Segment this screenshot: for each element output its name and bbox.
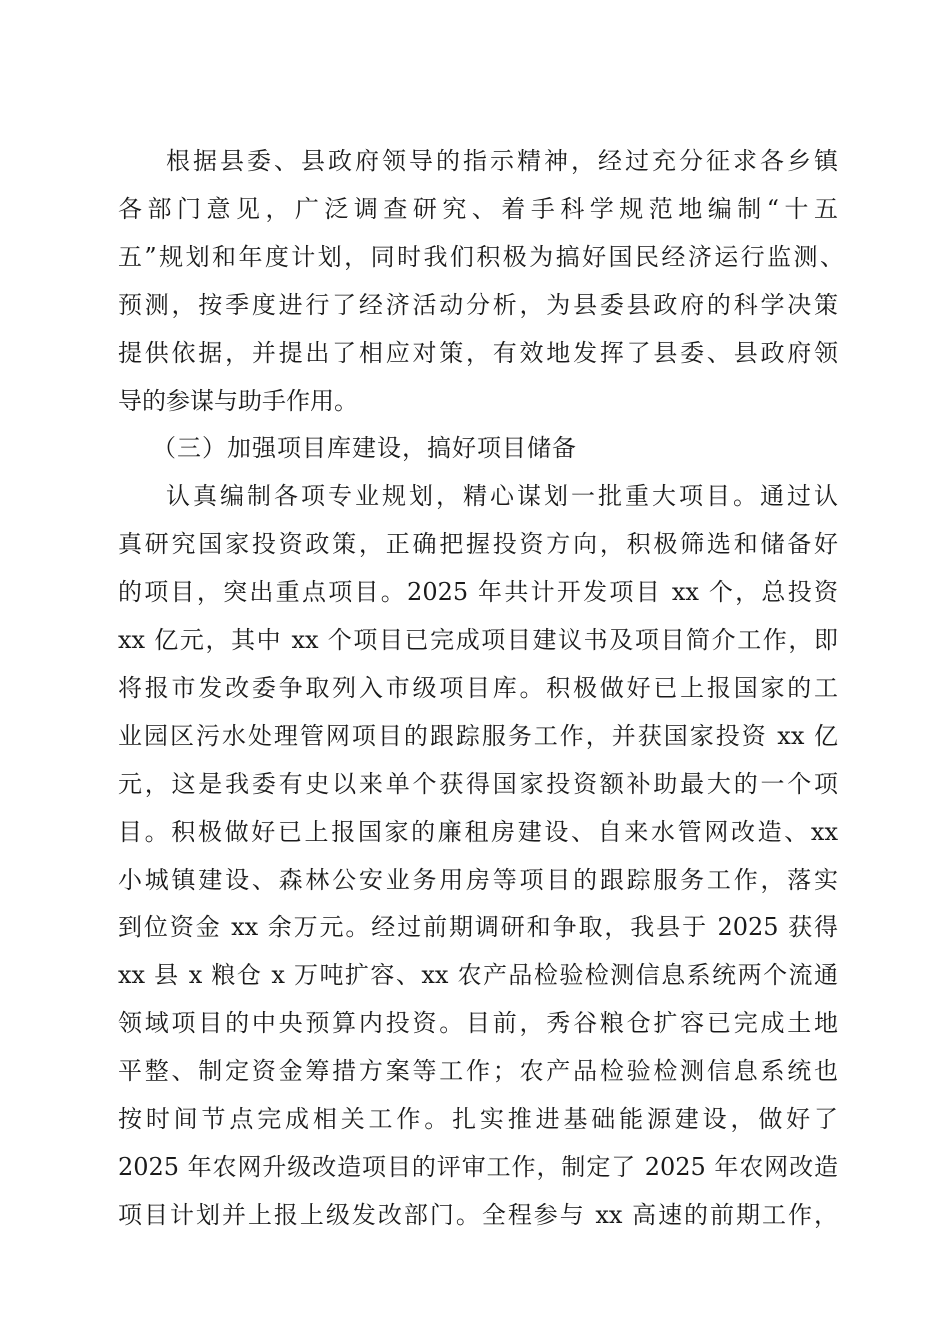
paragraph-2-line-7: 元，这是我委有史以来单个获得国家投资额补助最大的一个项: [118, 770, 838, 798]
paragraph-2-line-12: 领域项目的中央预算内投资。目前，秀谷粮仓扩容已完成土地: [118, 1009, 838, 1037]
paragraph-2-line-2: 真研究国家投资政策，正确把握投资方向，积极筛选和储备好: [118, 530, 838, 558]
paragraph-1-line-6: 导的参谋与助手作用。: [118, 387, 358, 415]
paragraph-1-line-3: 五”规划和年度计划，同时我们积极为搞好国民经济运行监测、: [118, 243, 844, 271]
paragraph-2-line-14: 按时间节点完成相关工作。扎实推进基础能源建设，做好了: [118, 1105, 838, 1133]
paragraph-1-line-1: 根据县委、县政府领导的指示精神，经过充分征求各乡镇: [166, 147, 838, 175]
paragraph-2-line-6: 业园区污水处理管网项目的跟踪服务工作，并获国家投资 xx 亿: [118, 722, 838, 750]
paragraph-2-line-5: 将报市发改委争取列入市级项目库。积极做好已上报国家的工: [118, 674, 838, 702]
paragraph-1-line-4: 预测，按季度进行了经济活动分析，为县委县政府的科学决策: [118, 291, 838, 319]
paragraph-2-line-9: 小城镇建设、森林公安业务用房等项目的跟踪服务工作，落实: [118, 866, 838, 894]
paragraph-2-line-8: 目。积极做好已上报国家的廉租房建设、自来水管网改造、xx: [118, 818, 838, 846]
paragraph-2-line-15: 2025 年农网升级改造项目的评审工作，制定了 2025 年农网改造: [118, 1153, 838, 1181]
paragraph-2-line-10: 到位资金 xx 余万元。经过前期调研和争取，我县于 2025 获得: [118, 913, 838, 941]
paragraph-1-line-2: 各部门意见，广泛调查研究、着手科学规范地编制“十五: [118, 195, 838, 223]
paragraph-2-line-11: xx 县 x 粮仓 x 万吨扩容、xx 农产品检验检测信息系统两个流通: [118, 961, 838, 989]
paragraph-2-line-3: 的项目，突出重点项目。2025 年共计开发项目 xx 个，总投资: [118, 578, 838, 606]
paragraph-2-line-13: 平整、制定资金筹措方案等工作；农产品检验检测信息系统也: [118, 1057, 838, 1085]
paragraph-2-line-4: xx 亿元，其中 xx 个项目已完成项目建议书及项目简介工作，即: [118, 626, 838, 654]
section-heading-3: （三）加强项目库建设，搞好项目储备: [152, 434, 577, 462]
paragraph-2-line-16: 项目计划并上报上级发改部门。全程参与 xx 高速的前期工作，: [118, 1201, 838, 1229]
paragraph-1-line-5: 提供依据，并提出了相应对策，有效地发挥了县委、县政府领: [118, 339, 838, 367]
paragraph-2-line-1: 认真编制各项专业规划，精心谋划一批重大项目。通过认: [166, 482, 838, 510]
